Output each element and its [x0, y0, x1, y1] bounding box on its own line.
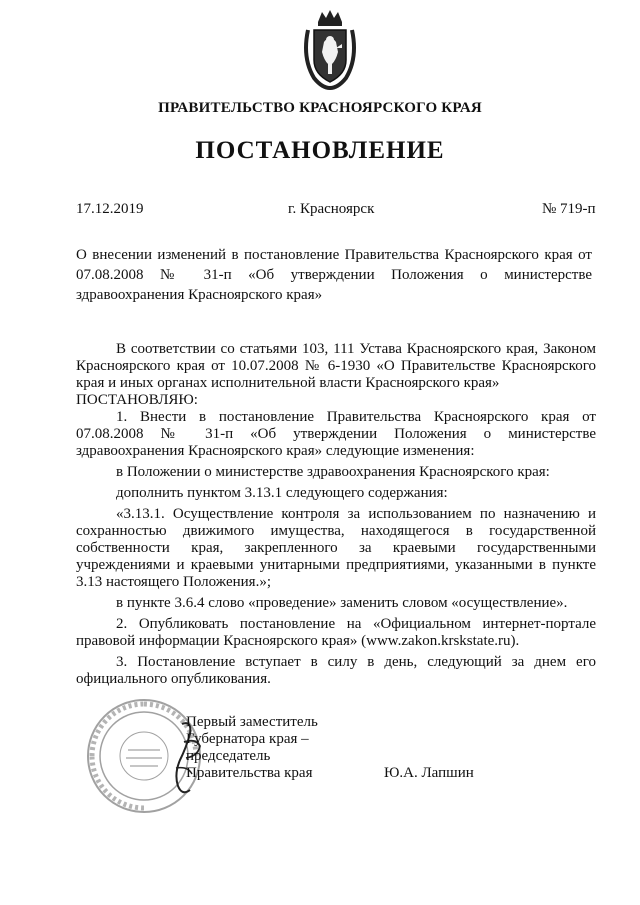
- item-1-paragraph: 1. Внести в постановление Правительства Красноярского края от 07.08.2008 № 31-п «Об утверждении Положения о министерстве здравоохранения Красноярского края» следующие изменения:: [76, 409, 596, 459]
- item-3-paragraph: 3. Постановление вступает в силу в день, следующий за днем его официального опубликования.: [76, 654, 596, 687]
- signatory-line-1: Первый заместитель: [186, 714, 318, 730]
- document-type-title: ПОСТАНОВЛЕНИЕ: [195, 137, 445, 164]
- signatory-line-2: Губернатора края –: [186, 731, 309, 747]
- preamble-paragraph: В соответствии со статьями 103, 111 Устава Красноярского края, Законом Красноярского края от 10.07.2008 № 6-1930 «О Правительстве Красноярского края и иных органах исполнительной власти Красноярского края»: [76, 341, 596, 391]
- signatory-position: [186, 714, 318, 782]
- document-number: № 719-п: [542, 201, 596, 217]
- document-subject: О внесении изменений в постановление Правительства Красноярского края от 07.08.2008 № 31-п «Об утверждении Положения о министерстве здравоохранения Красноярского края»: [76, 247, 592, 303]
- signatory-line-3: председатель: [186, 748, 271, 764]
- document-body: [76, 341, 596, 688]
- coat-of-arms-icon: [300, 8, 360, 90]
- item-2-paragraph: 2. Опубликовать постановление на «Официальном интернет-портале правовой информации Красноярского края» (www.zakon.krskstate.ru).: [76, 616, 596, 649]
- item-1-a-paragraph: в Положении о министерстве здравоохранения Красноярского края:: [116, 464, 550, 480]
- item-1-c-paragraph: в пункте 3.6.4 слово «проведение» заменить словом «осуществление».: [116, 595, 568, 611]
- signatory-line-4: Правительства края: [186, 765, 313, 781]
- item-1-quote-paragraph: «3.13.1. Осуществление контроля за использованием по назначению и сохранностью движимого имущества, находящегося в государственной собственности края, закрепленного за краевыми государственными учреждениями и краевыми унитарными предприятиями, указанными в пункте 3.13 настоящего Положения.»;: [76, 506, 596, 590]
- item-1-b-paragraph: дополнить пунктом 3.13.1 следующего содержания:: [116, 485, 448, 501]
- organization-name: ПРАВИТЕЛЬСТВО КРАСНОЯРСКОГО КРАЯ: [158, 100, 482, 116]
- signatory-name: Ю.А. Лапшин: [384, 765, 474, 781]
- decree-word: ПОСТАНОВЛЯЮ:: [76, 392, 198, 408]
- document-date: 17.12.2019: [76, 201, 144, 217]
- document-city: г. Красноярск: [288, 201, 375, 217]
